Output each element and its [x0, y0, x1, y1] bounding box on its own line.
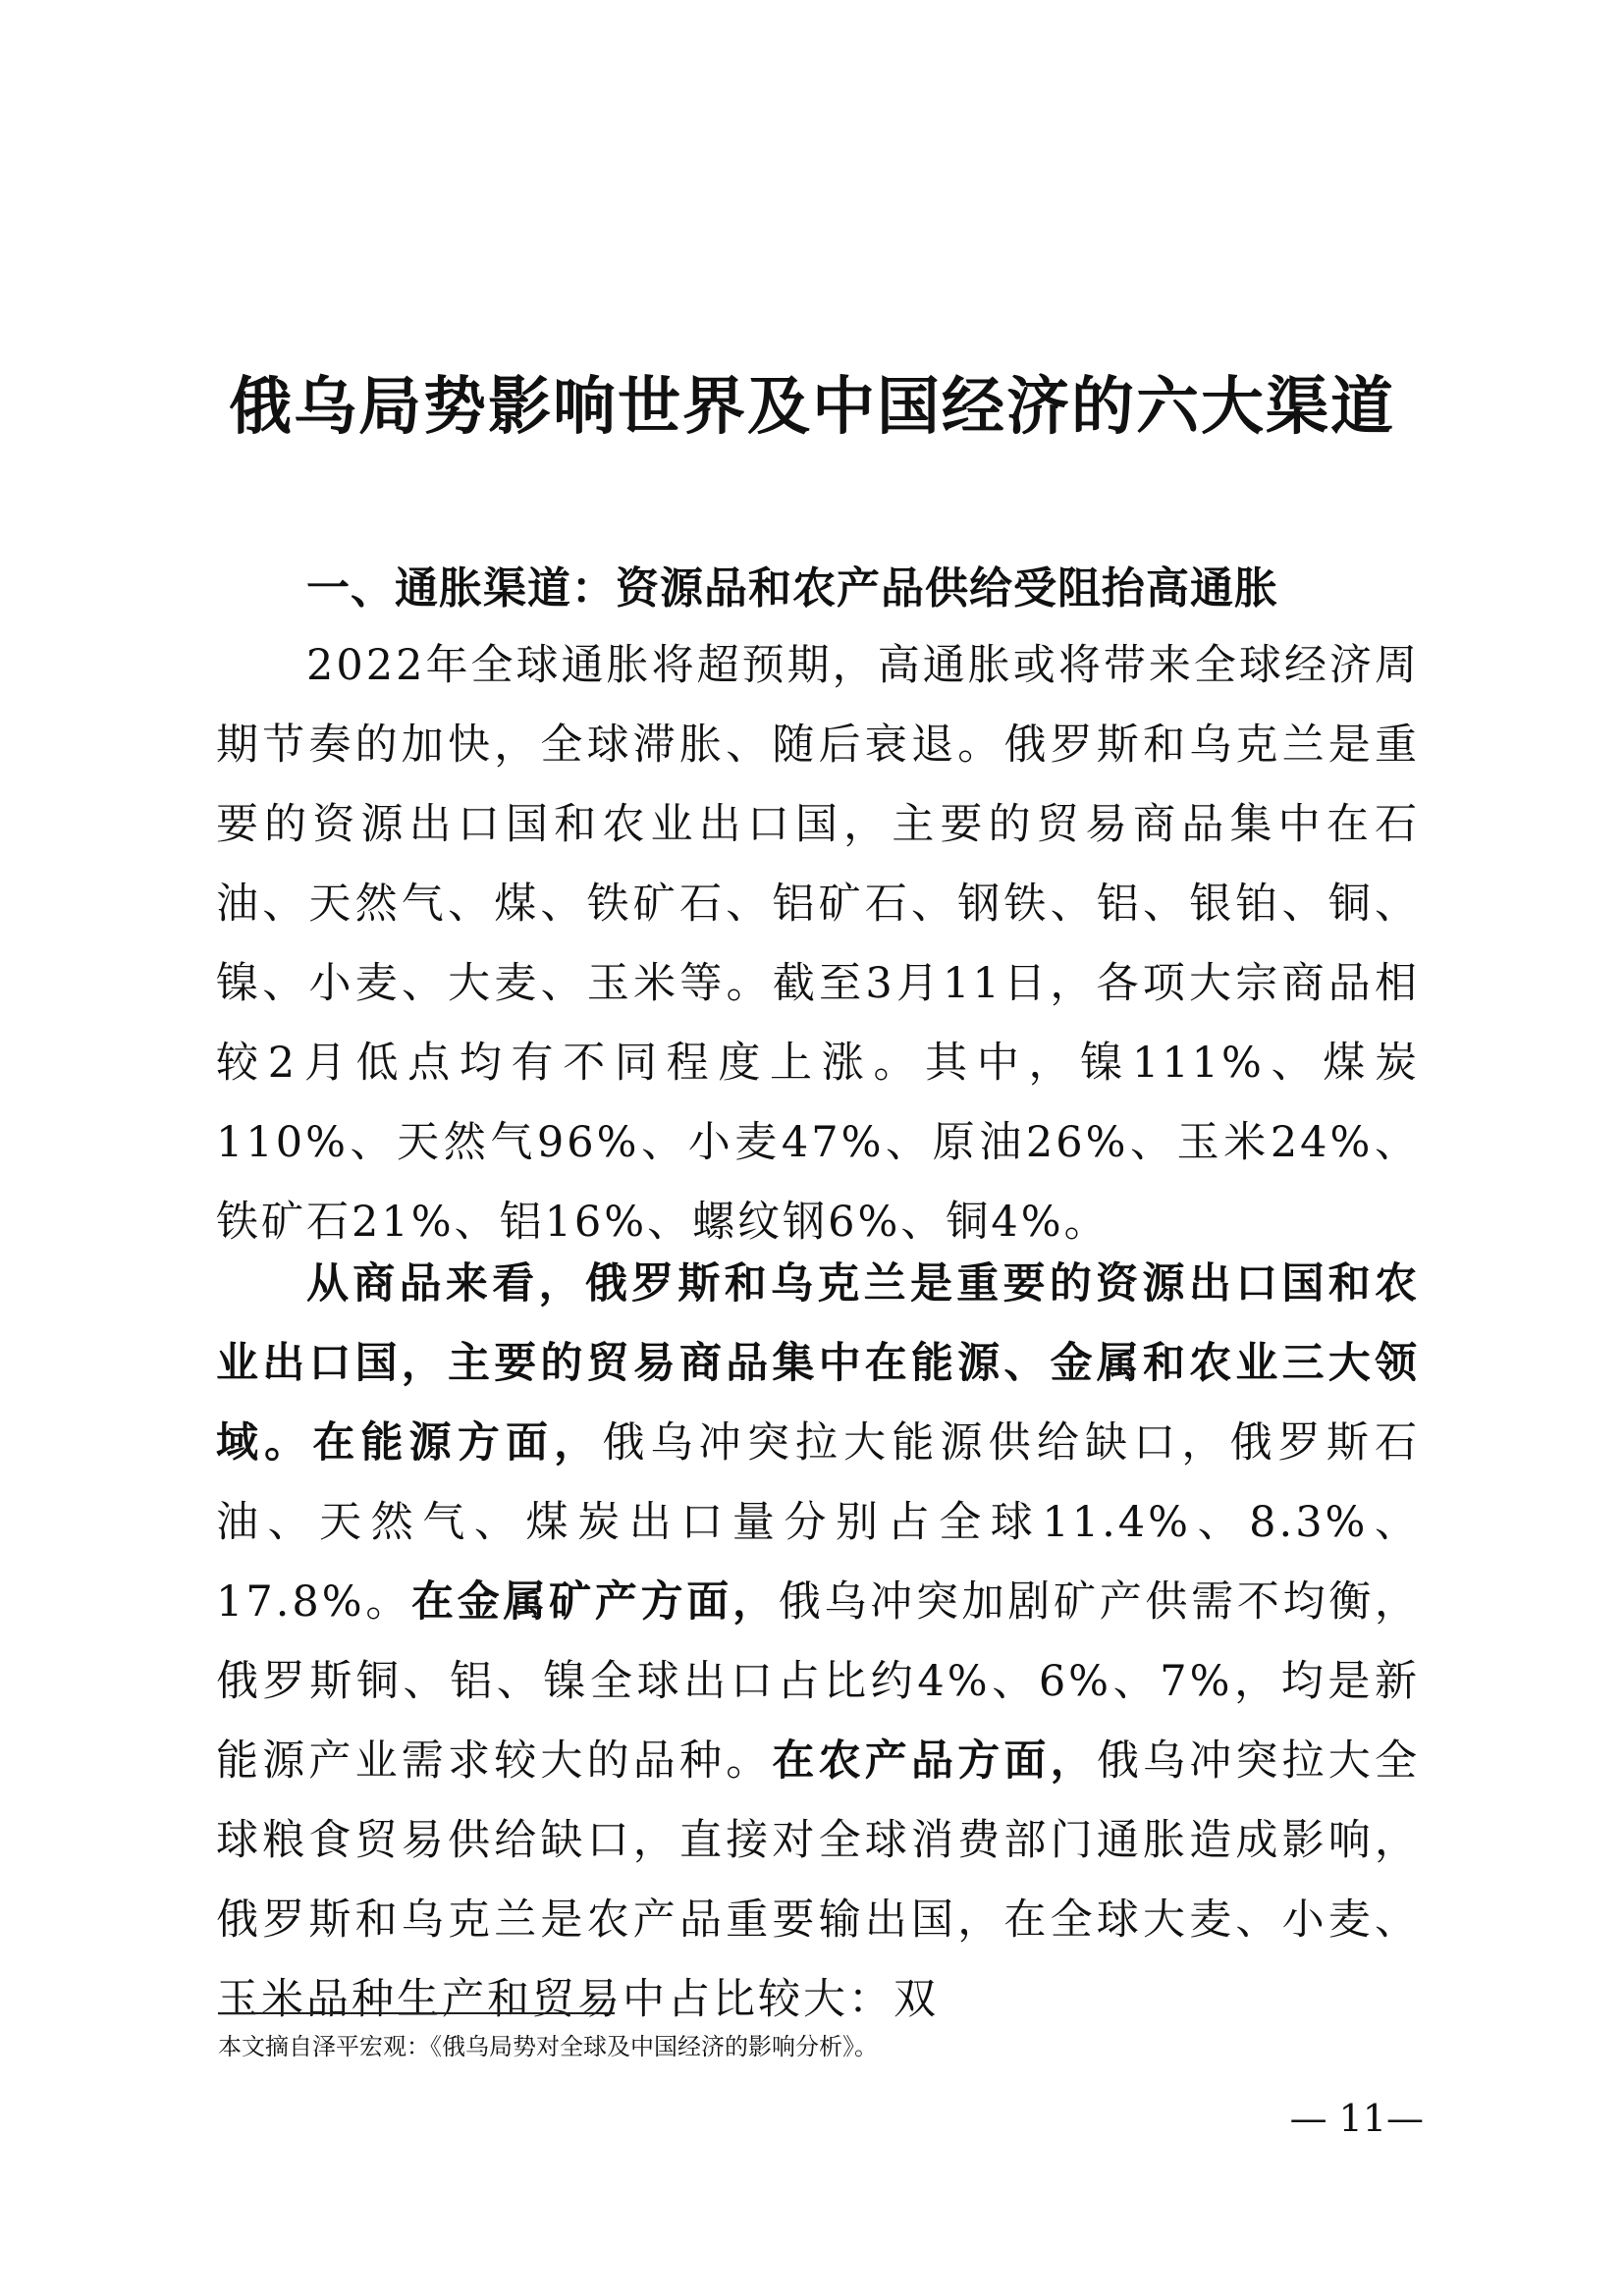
- agriculture-text: 俄乌冲突拉大全球粮食贸易供给缺口，直接对全球消费部门通胀造成影响，俄罗斯和乌克兰是农产品重要输出国，在全球大麦、小麦、玉米品种生产和贸易中占比较大：双: [216, 1736, 1421, 2024]
- footnote: 本文摘自泽平宏观：《俄乌局势对全球及中国经济的影响分析》。: [218, 2033, 878, 2060]
- agriculture-subheading: 在农产品方面，: [772, 1736, 1097, 1786]
- energy-subheading: 在能源方面，: [312, 1418, 603, 1468]
- body-paragraph-2: [216, 1245, 1420, 2040]
- energy-text: 俄乌冲突拉大能源供给缺口，俄罗斯石油、天然气、煤炭出口量分别占全球11.4%、8.3%、17.8%。: [216, 1418, 1421, 1627]
- section-heading: 一、通胀渠道：资源品和农产品供给受阻抬高通胀: [306, 563, 1278, 614]
- document-title: 俄乌局势影响世界及中国经济的六大渠道: [229, 370, 1395, 444]
- footnote-divider: [218, 2012, 615, 2014]
- paragraph-lead-bold: 从商品来看，俄罗斯和乌克兰是重要的资源出口国和农业出口国，主要的贸易商品集中在能源、金属和农业三大领域。: [216, 1259, 1420, 1468]
- page-number: — 11—: [1289, 2097, 1424, 2140]
- metals-subheading: 在金属矿产方面，: [411, 1577, 779, 1627]
- body-paragraph-1: 2022年全球通胀将超预期，高通胀或将带来全球经济周期节奏的加快，全球滞胀、随后衰退。俄罗斯和乌克兰是重要的资源出口国和农业出口国，主要的贸易商品集中在石油、天然气、煤、铁矿石、铝矿石、钢铁、铝、银铂、铜、镍、小麦、大麦、玉米等。截至3月11日，各项大宗商品相较2月低点均有不同程度上涨。其中，镍111%、煤炭110%、天然气96%、小麦47%、原油26%、玉米24%、铁矿石21%、铝16%、螺纹钢6%、铜4%。: [216, 641, 1420, 1247]
- metals-text: 俄乌冲突加剧矿产供需不均衡，俄罗斯铜、铝、镍全球出口占比约4%、6%、7%，均是新能源产业需求较大的品种。: [216, 1577, 1420, 1786]
